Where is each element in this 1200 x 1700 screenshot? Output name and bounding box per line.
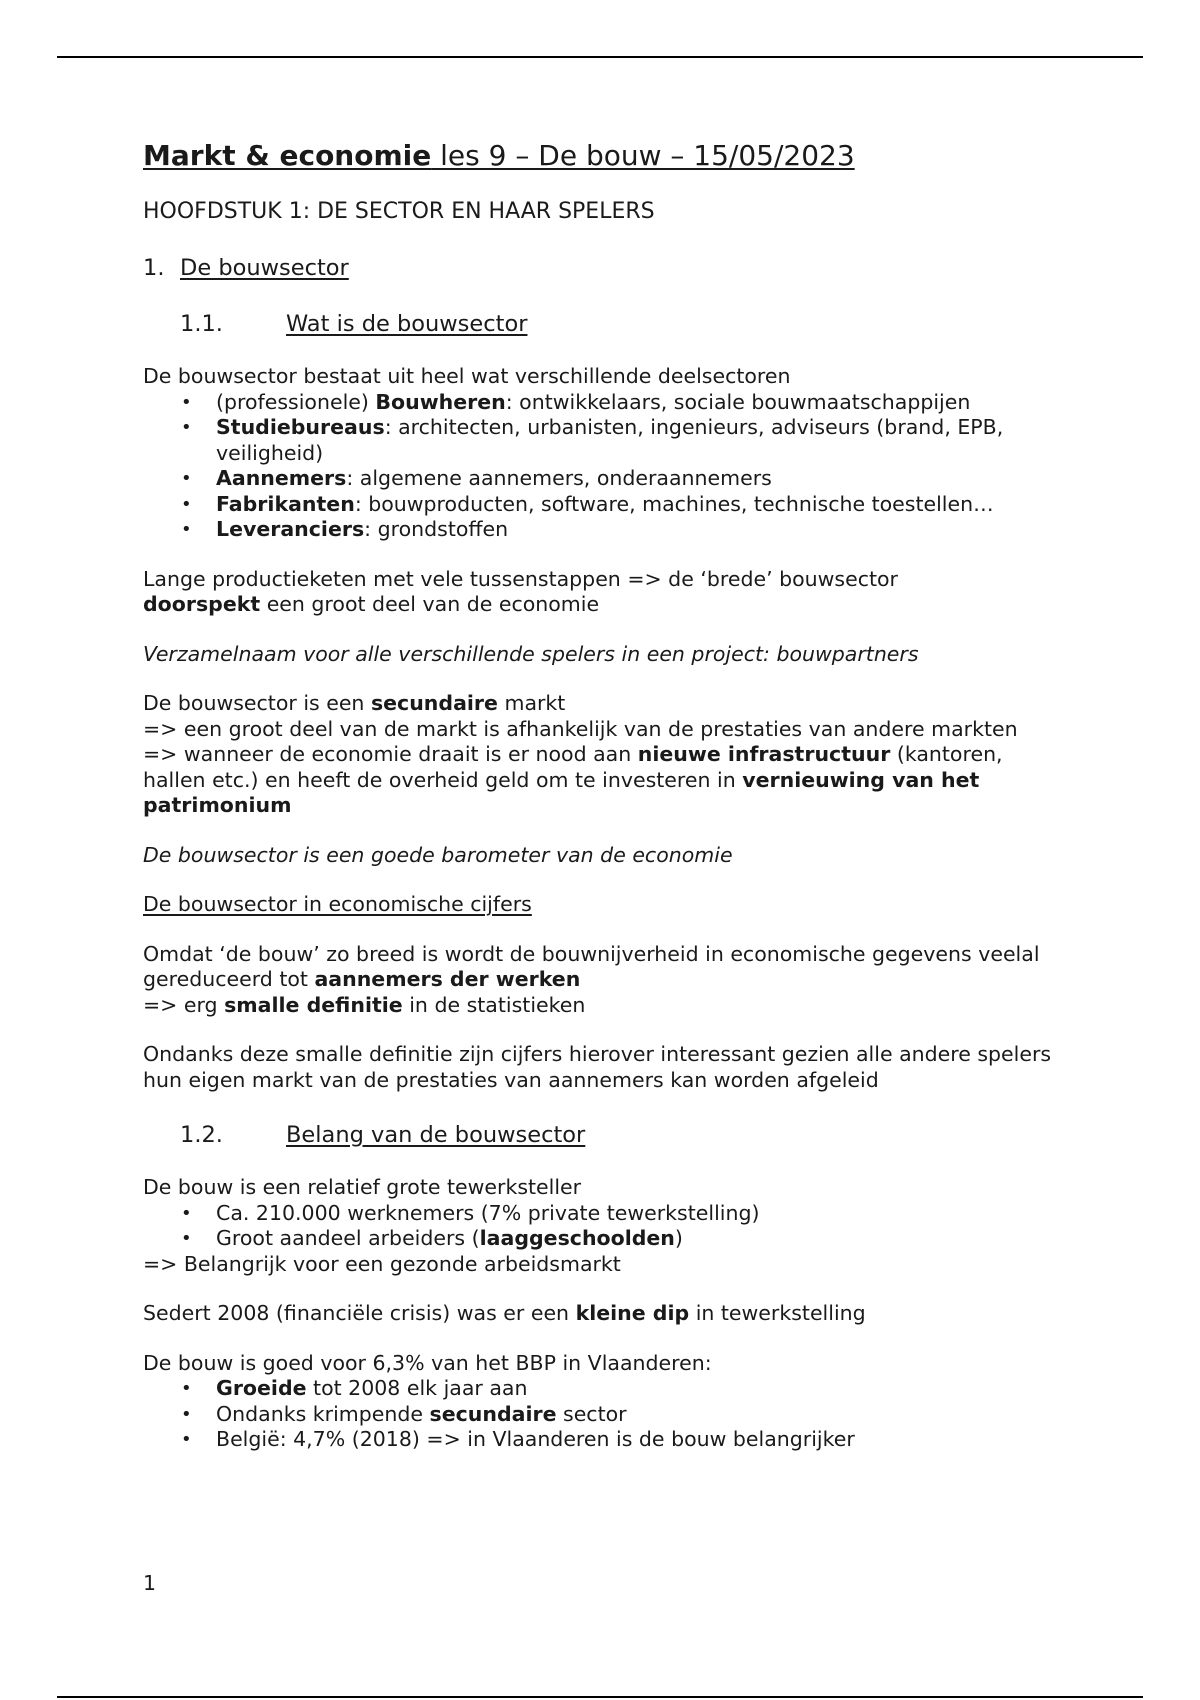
subsector-item: • (professionele) Bouwheren: ontwikkelaars, sociale bouwmaatschappijen xyxy=(216,390,1063,416)
chain-paragraph: Lange productieketen met vele tussenstappen => de ‘brede’ bouwsector doorspekt een groot deel van de economie xyxy=(143,566,898,616)
despite-paragraph: Ondanks deze smalle definitie zijn cijfers hierover interessant gezien alle andere spelers hun eigen markt van de prestaties van aannemers kan worden afgeleid xyxy=(143,1042,1052,1092)
document-page xyxy=(143,138,1063,1453)
gdp-item: • België: 4,7% (2018) => in Vlaanderen is de bouw belangrijker xyxy=(216,1427,1063,1453)
document-title xyxy=(143,138,1063,174)
subsectors-list xyxy=(143,390,1063,543)
section-1-label: De bouwsector xyxy=(180,255,349,281)
page-number: 1 xyxy=(143,1571,157,1595)
employer-item: • Groot aandeel arbeiders (laaggeschoolden) xyxy=(216,1226,1063,1252)
subsector-item: • Leveranciers: grondstoffen xyxy=(216,517,1063,543)
footer-rule xyxy=(57,1696,1143,1698)
header-rule xyxy=(57,56,1143,58)
collective-note: Verzamelnaam voor alle verschillende spelers in een project: bouwpartners xyxy=(143,641,919,666)
gdp-block: De bouw is goed voor 6,3% van het BBP in Vlaanderen: • Groeide tot 2008 elk jaar aan • Ondanks krimpende secundaire sector • België: 4,7% (2018) => in Vlaanderen is de bouw belangrijker xyxy=(143,1351,1063,1453)
section-1-1-label: Wat is de bouwsector xyxy=(286,311,528,337)
figures-paragraph: Omdat ‘de bouw’ zo breed is wordt de bouwnijverheid in economische gegevens veelal gereduceerd tot aannemers der werken => erg smalle definitie in de statistieken xyxy=(143,941,1040,1017)
figures-heading: De bouwsector in economische cijfers xyxy=(143,892,532,916)
section-1-1-number: 1.1. xyxy=(180,311,223,337)
employer-list xyxy=(143,1201,1063,1252)
chapter-heading: HOOFDSTUK 1: DE SECTOR EN HAAR SPELERS xyxy=(143,199,655,224)
gdp-item: • Groeide tot 2008 elk jaar aan xyxy=(216,1376,1063,1402)
subsector-item: • Fabrikanten: bouwproducten, software, machines, technische toestellen… xyxy=(216,492,1063,518)
secondary-market-paragraph: De bouwsector is een secundaire markt => een groot deel van de markt is afhankelijk van de prestaties van andere markten => wanneer de economie draait is er nood aan nieuwe infrastructuur (kantoren, hallen etc.) en heeft de overheid geld om te investeren in vernieuwing van het patrimonium xyxy=(143,691,1018,817)
gdp-list xyxy=(143,1376,1063,1453)
title-bold: Markt & economie xyxy=(143,139,432,172)
since-2008-paragraph: Sedert 2008 (financiële crisis) was er een kleine dip in tewerkstelling xyxy=(143,1301,866,1325)
subsector-item: • Studiebureaus: architecten, urbanisten, ingenieurs, adviseurs (brand, EPB, veiligheid) xyxy=(216,415,1063,466)
gdp-item: • Ondanks krimpende secundaire sector xyxy=(216,1402,1063,1428)
title-rest: les 9 – De bouw – 15/05/2023 xyxy=(431,139,855,172)
section-1-number: 1. xyxy=(143,255,165,281)
section-1-2-heading xyxy=(143,1121,1063,1149)
section-1-2-label: Belang van de bouwsector xyxy=(286,1122,586,1148)
section-1-1-heading xyxy=(143,310,1063,338)
section-1-heading xyxy=(143,254,1063,282)
employer-block: De bouw is een relatief grote tewerksteller • Ca. 210.000 werknemers (7% private tewerkstelling) • Groot aandeel arbeiders (laaggeschoolden) => Belangrijk voor een gezonde arbeidsmarkt xyxy=(143,1175,1063,1277)
employer-item: • Ca. 210.000 werknemers (7% private tewerkstelling) xyxy=(216,1201,1063,1227)
section-1-2-number: 1.2. xyxy=(180,1122,223,1148)
subsector-item: • Aannemers: algemene aannemers, onderaannemers xyxy=(216,466,1063,492)
subsectors-block xyxy=(143,364,1063,543)
barometer-note: De bouwsector is een goede barometer van de economie xyxy=(143,842,733,867)
subsectors-intro: De bouwsector bestaat uit heel wat verschillende deelsectoren xyxy=(143,364,791,388)
